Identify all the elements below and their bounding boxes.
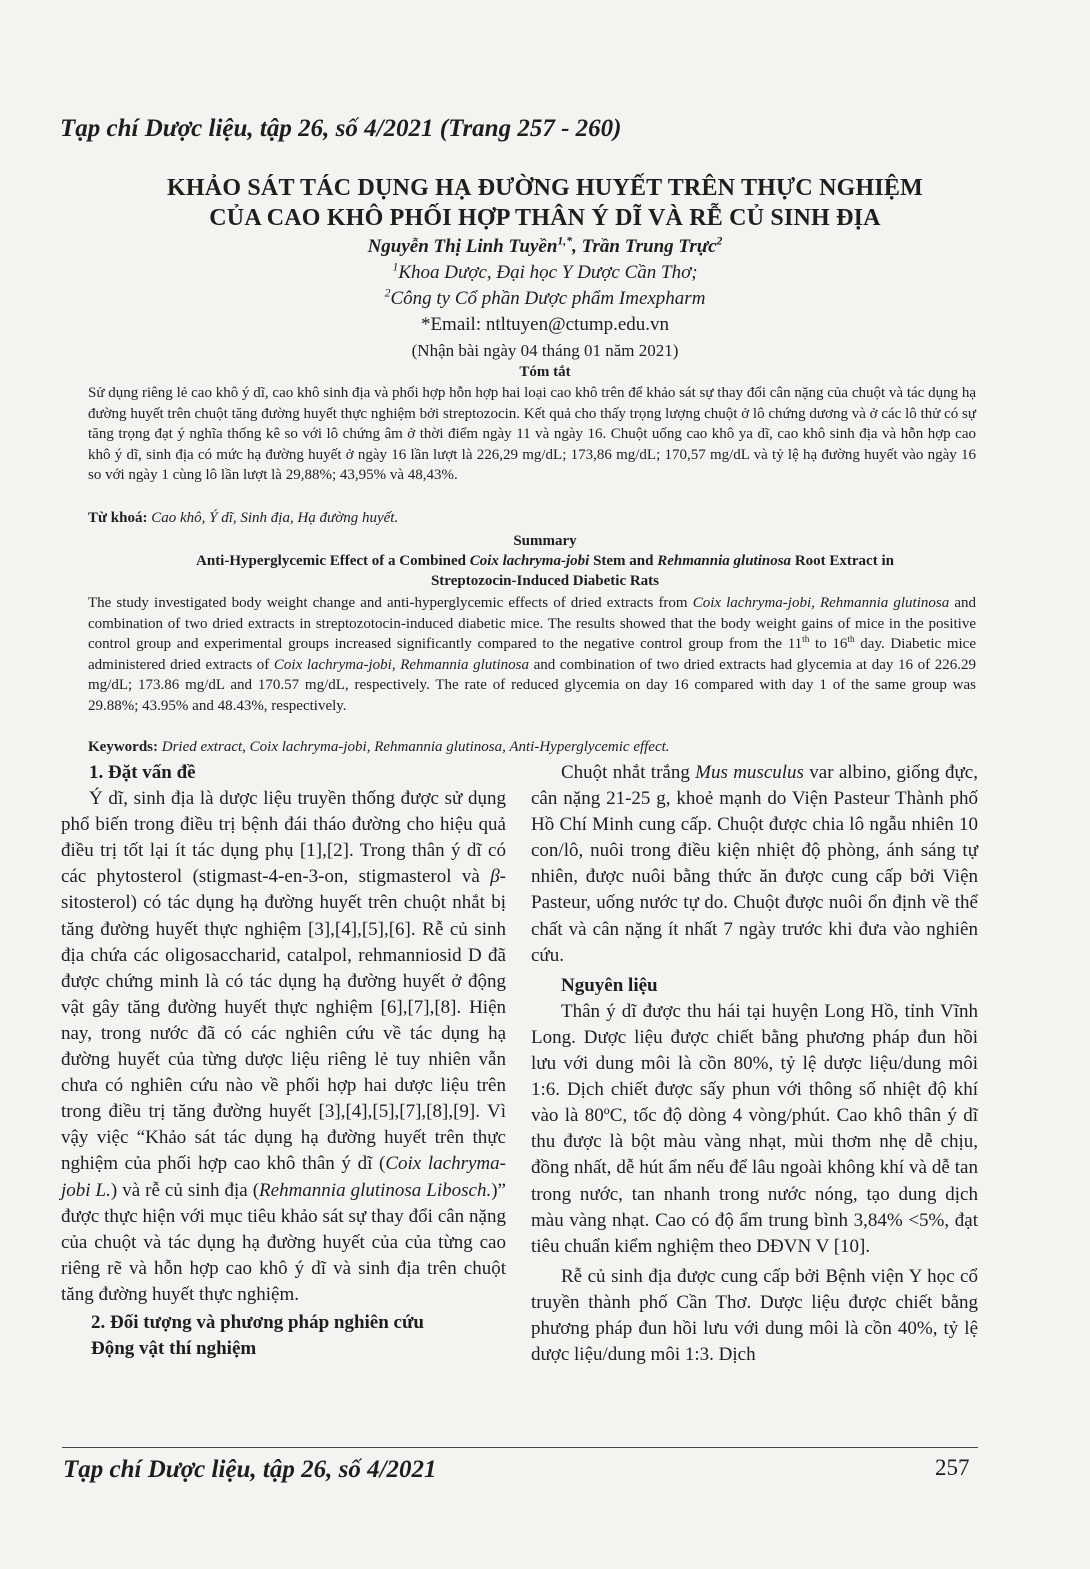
affiliation-text: Khoa Dược, Đại học Y Dược Cần Thơ;: [398, 262, 698, 283]
affiliation-2: [70, 286, 1020, 312]
keywords-label: Từ khoá:: [88, 510, 148, 526]
keywords-english: [88, 739, 670, 756]
summary-title: [70, 551, 1020, 591]
summary-ordinal: th: [802, 635, 810, 645]
author-affiliation-mark: 2: [716, 234, 723, 248]
abstract-english: [88, 593, 976, 716]
keywords-text: Cao khô, Ý dĩ, Sinh địa, Hạ đường huyết.: [151, 510, 399, 526]
author-affiliation-mark: 1,*: [557, 234, 573, 248]
received-date: (Nhận bài ngày 04 tháng 01 năm 2021): [411, 341, 679, 360]
footer-divider: [62, 1447, 978, 1448]
journal-footer: Tạp chí Dược liệu, tập 26, số 4/2021: [63, 1456, 437, 1483]
body-text: Ý dĩ, sinh địa là dược liệu truyền thống được sử dụng phổ biến trong điều trị bệnh đái tháo đường cho hiệu quả điều trị tốt lại ít tác dụng phụ [1],[2]. Trong thân ý dĩ có các phytosterol (stigmast-4-en-3-on, stigmasterol và: [61, 788, 506, 888]
author-separator: ,: [572, 236, 582, 257]
keywords-text: Dried extract, Coix lachryma-jobi, Rehmannia glutinosa, Anti-Hyperglycemic effect.: [161, 739, 670, 755]
body-species: Mus musculus: [695, 762, 804, 783]
summary-ordinal: th: [847, 635, 855, 645]
affiliation-text: Công ty Cổ phần Dược phẩm Imexpharm: [390, 288, 706, 309]
journal-header: Tạp chí Dược liệu, tập 26, số 4/2021 (Trang 257 - 260): [60, 115, 622, 142]
summary-text: and combination of two dried extracts had glycemia at day 16 of 226.29 mg/dL; 173.86 mg/dL and 170.57 mg/dL, respectively. The rate of reduced glycemia on day 16 compared with day 1 of the same group was 29.88%; 43.95% and 48.43%, respectively.: [88, 656, 976, 714]
body-text: ) và rễ củ sinh địa (: [110, 1179, 260, 1201]
section-heading-introduction: 1. Đặt vấn đề: [89, 762, 196, 783]
body-text: )” được thực hiện với mục tiêu khảo sát sự thay đổi cân nặng của chuột và tác dụng hạ đường huyết của của từng cao riêng rẽ và hỗn hợp cao khô ý dĩ và sinh địa trên chuột tăng đường huyết thực nghiệm.: [61, 1179, 506, 1305]
affiliation-mark: 1: [392, 260, 399, 274]
article-title-line-2: CỦA CAO KHÔ PHỐI HỢP THÂN Ý DĨ VÀ RỄ CỦ SINH ĐỊA: [209, 205, 881, 231]
introduction-paragraph: [61, 786, 506, 1308]
summary-species: Coix lachryma-jobi, Rehmannia glutinosa: [692, 595, 950, 611]
summary-text: The study investigated body weight change and anti-hyperglycemic effects of dried extracts from: [88, 595, 693, 611]
author-name: Nguyễn Thị Linh Tuyền: [367, 236, 558, 257]
article-title-line-1: KHẢO SÁT TÁC DỤNG HẠ ĐƯỜNG HUYẾT TRÊN THỰC NGHIỆM: [167, 175, 923, 201]
page-number: 257: [935, 1455, 970, 1480]
subsection-heading-materials: Nguyên liệu: [561, 974, 658, 996]
summary-title-text: Root Extract in: [791, 553, 894, 569]
summary-title-species: Coix lachryma-jobi: [469, 553, 590, 569]
right-column: [531, 760, 978, 1368]
author-list: [70, 234, 1020, 260]
subsection-heading-animals: Động vật thí nghiệm: [91, 1338, 257, 1360]
summary-text: and combination of two dried extracts in streptozotocin-induced diabetic mice. The results showed that the body weight gains of mice in the positive control group and experimental groups increased significantly compared to the negative control group from the 11: [88, 595, 976, 652]
abstract-vietnamese: Sử dụng riêng lẻ cao khô ý dĩ, cao khô sinh địa và phối hợp hỗn hợp hai loại cao khô trên để khảo sát sự thay đổi cân nặng của chuột và tác dụng hạ đường huyết trên chuột tăng đường huyết thực nghiệm bởi streptozocin. Kết quả cho thấy trọng lượng chuột ở lô chứng dương và ở các lô thử có sự tăng trọng đạt ý nghĩa thống kê so với lô chứng âm ở thời điểm ngày 11 và ngày 16. Chuột uống cao khô ya dĩ, cao khô sinh địa và hỗn hợp cao khô ý dĩ, sinh địa có mức hạ đường huyết ở ngày 16 lần lượt là 226,29 mg/dL; 173,86 mg/dL; 170,57 mg/dL và tỷ lệ hạ đường huyết vào ngày 16 so với ngày 1 cùng lô lần lượt là 29,88%; 43,95% và 48,43%.: [88, 385, 976, 483]
summary-title-text: Anti-Hyperglycemic Effect of a Combined: [196, 553, 470, 569]
summary-title-text: Stem and: [589, 553, 658, 569]
author-name: Trần Trung Trực: [581, 236, 717, 257]
summary-title-line-2: Streptozocin-Induced Diabetic Rats: [430, 573, 660, 589]
body-species: Coix lachryma-jobi L.: [61, 1153, 506, 1201]
left-column: [61, 760, 506, 1362]
materials-paragraph-1: Thân ý dĩ được thu hái tại huyện Long Hồ, tỉnh Vĩnh Long. Dược liệu được chiết bằng phương pháp đun hồi lưu với dung môi là cồn 80%, tỷ lệ dược liệu/dung môi 1:6. Dịch chiết được sấy phun với thông số nhiệt độ khí vào là 80ºC, tốc độ dòng 4 vòng/phút. Cao khô thân ý dĩ thu được là bột màu vàng nhạt, mùi thơm nhẹ dễ chịu, đồng nhất, dễ hút ẩm nếu để lâu ngoài không khí và dễ tan trong nước, tan nhanh trong nước nóng, tạo dung dịch màu vàng nhạt. Cao có độ ẩm trung bình 3,84% <5%, đạt tiêu chuẩn kiểm nghiệm theo DĐVN V [10].: [531, 1000, 978, 1257]
affiliation-mark: 2: [384, 286, 391, 300]
keywords-vietnamese: [88, 510, 398, 527]
summary-heading: Summary: [513, 533, 577, 549]
corresponding-email: *Email: ntltuyen@ctump.edu.vn: [420, 314, 670, 335]
body-text: Chuột nhắt trắng: [561, 762, 696, 783]
animals-paragraph: [531, 760, 978, 969]
body-text: var albino, giống đực, cân nặng 21-25 g, khoẻ mạnh do Viện Pasteur Thành phố Hồ Chí Minh cung cấp. Chuột được chia lô ngẫu nhiên 10 con/lô, nuôi trong điều kiện nhiệt độ phòng, ánh sáng tự nhiên, được nuôi bằng thức ăn được cung cấp bởi Viện Pasteur, uống nước tự do. Chuột được nuôi ổn định về thể chất và cân nặng ít nhất 7 ngày trước khi đưa vào nghiên cứu.: [531, 762, 978, 966]
summary-text: to 16: [809, 636, 848, 652]
summary-species: Coix lachryma-jobi, Rehmannia glutinosa: [273, 656, 529, 673]
materials-paragraph-2: Rễ củ sinh địa được cung cấp bởi Bệnh viện Y học cổ truyền thành phố Cần Thơ. Dược liệu được chiết bằng phương pháp đun hồi lưu với dung môi là cồn 40%, tỷ lệ dược liệu/dung môi 1:3. Dịch: [531, 1265, 978, 1366]
body-text: -sitosterol) có tác dụng hạ đường huyết trên chuột nhắt bị tăng đường huyết thực nghiệm [3],[4],[5],[6]. Rễ củ sinh địa chứa các oligosaccharid, catalpol, rehmanniosid D đã được chứng minh là có tác dụng hạ đường huyết ở động vật gây tăng đường huyết thực nghiệm [6],[7],[8]. Hiện nay, trong nước đã có các nghiên cứu về tác dụng hạ đường huyết của từng dược liệu riêng lẻ tuy nhiên vẫn chưa có nghiên cứu nào về phối hợp hai dược liệu trên trong điều trị tăng đường huyết [3],[4],[5],[7],[8],[9]. Vì vậy việc “Khảo sát tác dụng hạ đường huyết trên thực nghiệm của phối hợp cao khô thân ý dĩ (: [61, 866, 506, 1175]
body-species: Rehmannia glutinosa Libosch.: [259, 1179, 492, 1201]
keywords-label: Keywords:: [88, 739, 158, 755]
summary-title-species: Rehmannia glutinosa: [657, 553, 792, 569]
abstract-heading: Tóm tắt: [519, 364, 571, 380]
summary-text: day. Diabetic mice administered dried extracts of: [88, 636, 976, 673]
affiliation-1: [70, 260, 1020, 286]
section-heading-methods: 2. Đối tượng và phương pháp nghiên cứu: [91, 1311, 424, 1333]
body-symbol: β: [490, 866, 500, 888]
